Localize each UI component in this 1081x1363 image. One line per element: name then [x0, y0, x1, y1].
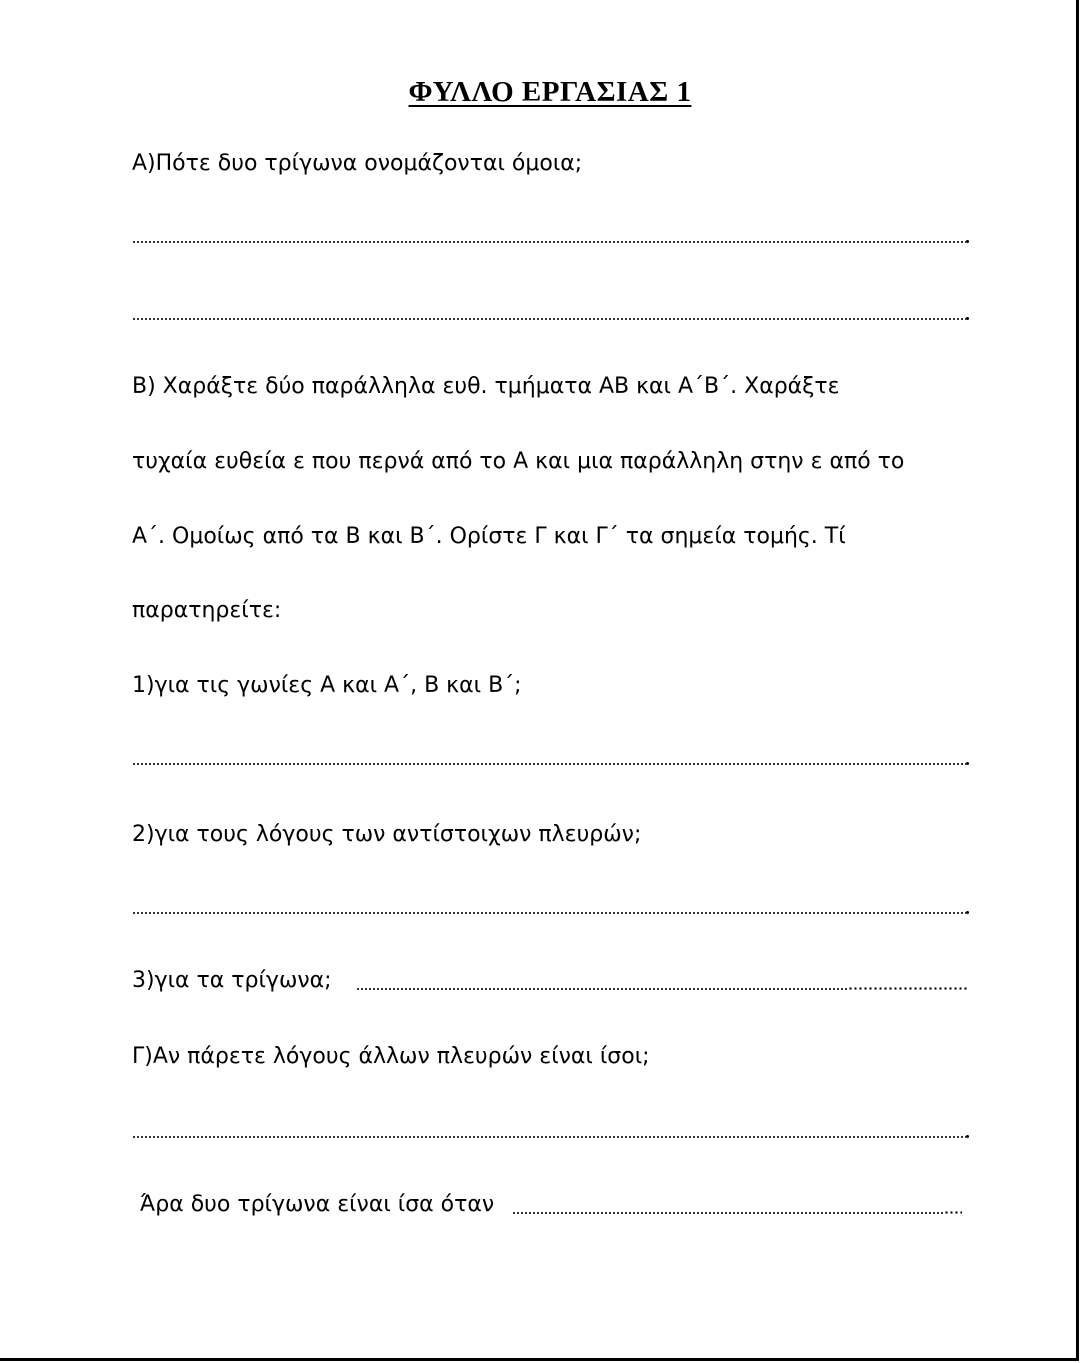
- answer-line-a-2[interactable]: [132, 318, 966, 320]
- sub-question-2: 2)για τους λόγους των αντίστοιχων πλευρών;: [132, 822, 642, 847]
- question-b-line-4: παρατηρείτε:: [132, 598, 282, 623]
- question-a: Α)Πότε δυο τρίγωνα ονομάζονται όμοια;: [132, 151, 583, 176]
- worksheet-title: ΦΥΛΛΟ ΕΡΓΑΣΙΑΣ 1: [408, 76, 692, 108]
- answer-line-a-1[interactable]: [132, 241, 966, 243]
- question-b-line-1: Β) Χαράξτε δύο παράλληλα ευθ. τμήματα ΑΒ και Α΄Β΄. Χαράξτε: [132, 374, 840, 399]
- answer-line-sub-1[interactable]: [132, 763, 966, 765]
- question-b-line-3: Α΄. Ομοίως από τα Β και Β΄. Ορίστε Γ και Γ΄ τα σημεία τομής. Τί: [132, 524, 846, 549]
- sub-question-1: 1)για τις γωνίες Α και Α΄, Β και Β΄;: [132, 673, 522, 698]
- question-c: Γ)Αν πάρετε λόγους άλλων πλευρών είναι ίσοι;: [132, 1044, 650, 1069]
- answer-line-sub-2[interactable]: [132, 912, 966, 914]
- answer-line-sub-3[interactable]: [356, 988, 848, 990]
- question-b-line-2: τυχαία ευθεία ε που περνά από το Α και μια παράλληλη στην ε από το: [132, 449, 905, 474]
- conclusion-text: Άρα δυο τρίγωνα είναι ίσα όταν: [140, 1192, 495, 1217]
- answer-line-sub-3-end[interactable]: [848, 987, 968, 990]
- answer-line-conclusion-end[interactable]: [944, 1211, 962, 1214]
- sub-question-3: 3)για τα τρίγωνα;: [132, 968, 332, 993]
- answer-line-conclusion[interactable]: [512, 1212, 944, 1214]
- answer-line-c[interactable]: [132, 1136, 966, 1138]
